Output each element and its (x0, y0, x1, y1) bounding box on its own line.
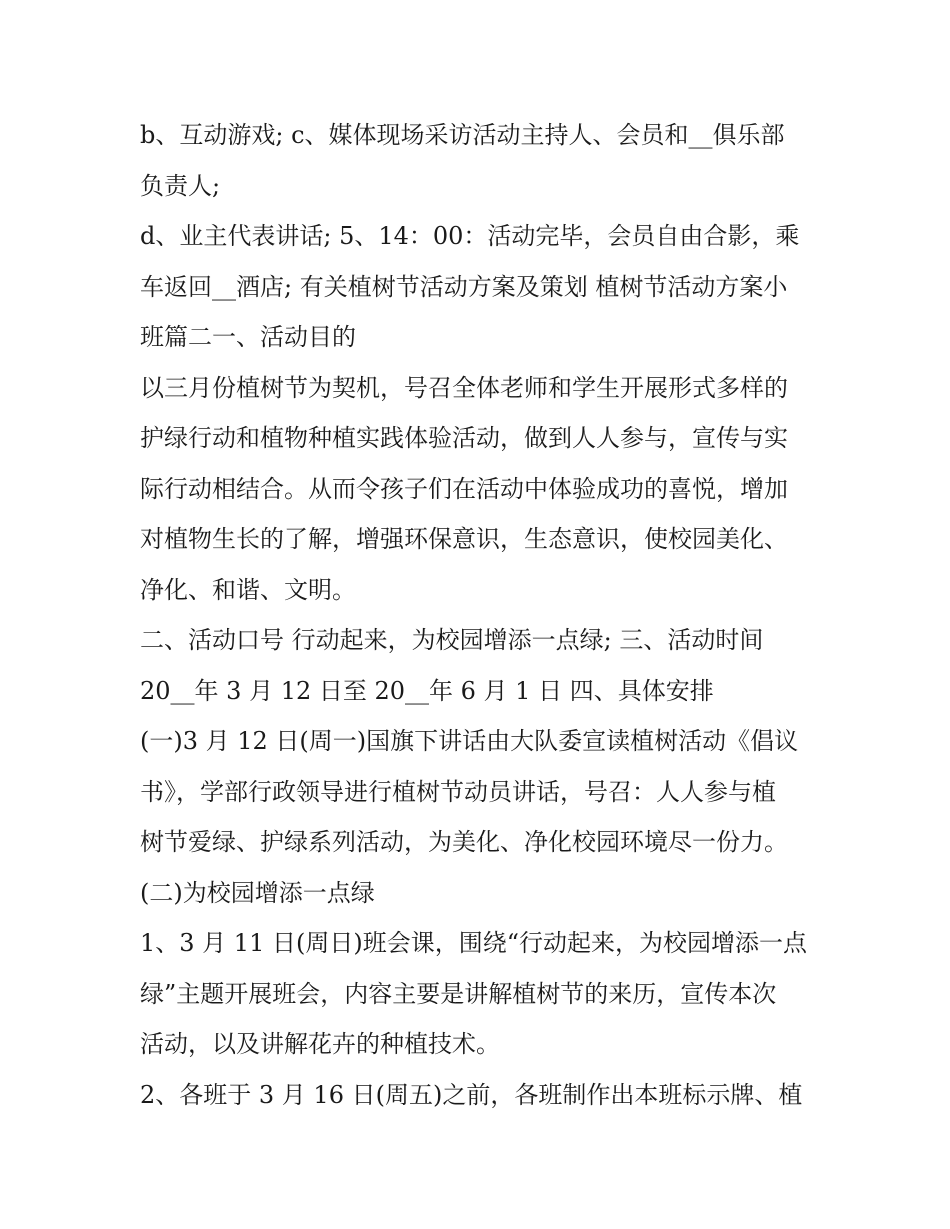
text-line: 20__年 3 月 12 日至 20__年 6 月 1 日 四、具体安排 (140, 676, 714, 705)
text-line: 对植物生长的了解，增强环保意识，生态意识，使校园美化、 (140, 525, 788, 553)
text-line: b、互动游戏; c、媒体现场采访活动主持人、会员和__俱乐部 (140, 121, 785, 149)
text-line: (一)3 月 12 日(周一)国旗下讲话由大队委宣读植树活动《倡议 (140, 727, 799, 755)
section-heading: (二)为校园增添一点绿 (140, 878, 375, 907)
text-line: 2、各班于 3 月 16 日(周五)之前，各班制作出本班标示牌、植 (140, 1080, 803, 1109)
section-heading: 班篇二一、活动目的 (140, 323, 356, 351)
text-line: 1、3 月 11 日(周日)班会课，围绕“行动起来，为校园增添一点 (140, 929, 807, 957)
document-body (140, 110, 820, 1120)
text-line: d、业主代表讲话; 5、14：00：活动完毕，会员自由合影，乘 (140, 222, 800, 250)
text-line: 负责人; (140, 171, 221, 200)
text-line: 护绿行动和植物种植实践体验活动，做到人人参与，宣传与实 (140, 424, 788, 452)
section-heading: 二、活动口号 行动起来，为校园增添一点绿; 三、活动时间 (140, 626, 764, 654)
text-line: 际行动相结合。从而令孩子们在活动中体验成功的喜悦，增加 (140, 474, 788, 503)
text-line: 绿”主题开展班会，内容主要是讲解植树节的来历，宣传本次 (140, 979, 777, 1008)
text-line: 以三月份植树节为契机，号召全体老师和学生开展形式多样的 (140, 373, 788, 402)
text-line: 活动，以及讲解花卉的种植技术。 (140, 1030, 500, 1058)
text-line: 净化、和谐、文明。 (140, 575, 356, 604)
text-line: 树节爱绿、护绿系列活动，为美化、净化校园环境尽一份力。 (140, 828, 788, 856)
text-line: 书》，学部行政领导进行植树节动员讲话，号召：人人参与植 (140, 777, 776, 806)
text-line: 车返回__酒店; 有关植树节活动方案及策划 植树节活动方案小 (140, 272, 788, 301)
